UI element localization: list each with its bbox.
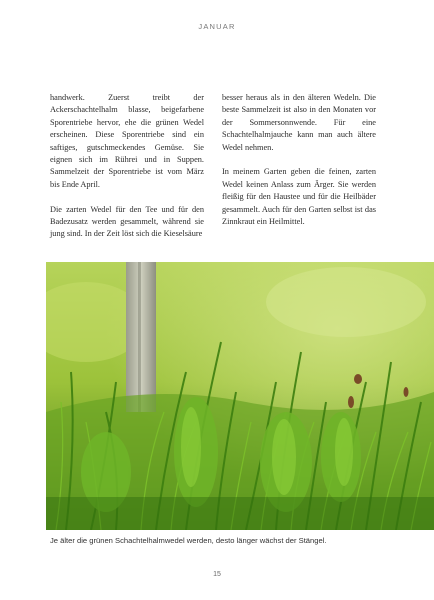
page-number: 15 — [213, 571, 221, 578]
running-head: JANUAR — [198, 22, 236, 31]
paragraph: handwerk. Zuerst treibt der Ackerschachtelhalm blasse, beigefarbene Sporentriebe hervor, ehe die grünen Wedel erscheinen. Diese Sporentriebe sind ein saftiges, gutschmeckendes Gemüse. Sie eignen sich im Rührei und in Suppen. Sammelzeit der Sporentriebe ist vom März bis Ende April. — [50, 93, 204, 189]
figure-caption: Je älter die grünen Schachtelhalmwedel werden, desto länger wächst der Stängel. — [50, 536, 327, 545]
text-column-left — [50, 92, 204, 253]
paragraph: besser heraus als in den älteren Wedeln. Die beste Sammelzeit ist also in den Monaten vor der Sommersonnwende. Für eine Schachtelhalmjauche kann man auch ältere Wedel nehmen. — [222, 93, 376, 152]
paragraph: In meinem Garten geben die feinen, zarten Wedel keinen Anlass zum Ärger. Sie werden fleißig für den Haustee und für die Heilbäder gesammelt. Auch für den Garten selbst ist das Zinnkraut ein Heilmittel. — [222, 167, 376, 227]
paragraph: Die zarten Wedel für den Tee und für den Badezusatz werden gesammelt, während sie jung sind. In der Zeit löst sich die Kieselsäure — [50, 204, 204, 239]
text-column-right — [222, 92, 376, 241]
horsetail-photo — [46, 262, 434, 530]
